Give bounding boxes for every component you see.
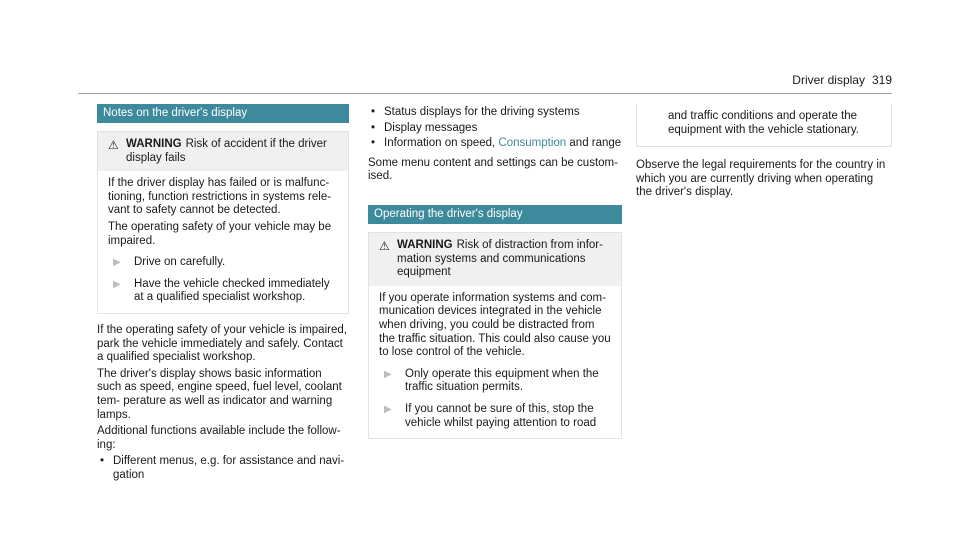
bullet-list (97, 455, 349, 482)
warning-title (126, 138, 340, 165)
column-2 (368, 104, 622, 439)
arrow-right-icon: ▶ (384, 403, 392, 415)
list-item-text: Display messages (384, 121, 478, 134)
warning-body (369, 286, 621, 438)
list-item (368, 137, 622, 151)
bullet-dot: • (371, 137, 376, 150)
warning-triangle-icon: ⚠ (108, 138, 119, 152)
action-step-text: Only operate this equipment when the traffic situation permits. (405, 367, 599, 394)
body-paragraph: If the operating safety of your vehicle is impaired, park the vehicle immediately and safely. Contact a qualified specialist workshop. (97, 323, 347, 364)
warning-header (98, 132, 348, 171)
arrow-right-icon: ▶ (113, 257, 121, 269)
section-title-notes: Notes on the driver's display (97, 104, 349, 123)
arrow-right-icon: ▶ (384, 368, 392, 380)
warning-paragraph: If you operate information systems and com‐ munication devices integrated in the vehicle when driving, you could be distracted from the traffic situation. This could also cause you to lose control of the vehicle. (379, 291, 611, 359)
bullet-dot: • (371, 121, 376, 134)
section-title-operating: Operating the driver's display (368, 205, 622, 224)
bullet-dot: • (371, 106, 376, 118)
list-item-text: Different menus, e.g. for assistance and navi‐ gation (113, 455, 345, 481)
warning-body (637, 104, 891, 146)
column-1 (97, 104, 349, 488)
list-item (368, 106, 622, 120)
list-item (97, 455, 349, 482)
list-item-text-pre: Information on speed, (384, 137, 499, 150)
running-header (792, 74, 892, 88)
consumption-link[interactable]: Consumption (498, 137, 567, 150)
warning-box (368, 232, 622, 439)
body-paragraph: Observe the legal requirements for the country in which you are currently driving when operating the driver's display. (636, 159, 886, 199)
warning-paragraph: If the driver display has failed or is malfunc‐ tioning, function restrictions in systems rele‐ vant to safety cannot be detected. (108, 177, 332, 217)
body-paragraph: Some menu content and settings can be custom‐ ised. (368, 156, 618, 183)
bullet-list (368, 106, 622, 151)
warning-header (369, 233, 621, 286)
action-step (108, 256, 340, 270)
action-step-text: Drive on carefully. (134, 256, 226, 269)
warning-paragraph: The operating safety of your vehicle may be impaired. (108, 220, 332, 247)
action-step-continuation: and traffic conditions and operate the equipment with the vehicle stationary. (668, 110, 859, 136)
warning-keyword: WARNING (126, 138, 182, 150)
body-paragraph: The driver's display shows basic information such as speed, engine speed, fuel level, coolant tem‐ perature as well as indicator and warning lamps. (97, 367, 342, 421)
action-step (379, 403, 613, 430)
running-header-title: Driver display (792, 73, 865, 87)
list-item-text: Status displays for the driving systems (384, 106, 580, 118)
action-step (379, 368, 613, 395)
warning-body (98, 171, 348, 313)
warning-title (397, 239, 613, 280)
warning-title-text: Risk of distraction from infor‐ mation systems and communications equipment (397, 238, 603, 279)
header-rule (78, 93, 892, 94)
warning-keyword: WARNING (397, 238, 453, 251)
warning-box (97, 131, 349, 314)
action-step-text: If you cannot be sure of this, stop the vehicle whilst paying attention to road (405, 402, 597, 429)
body-paragraph: Additional functions available include the follow‐ ing: (97, 425, 341, 451)
warning-box-continued (636, 104, 892, 147)
bullet-dot: • (100, 455, 105, 468)
list-item (368, 122, 622, 136)
column-3 (636, 104, 892, 203)
warning-triangle-icon: ⚠ (379, 238, 390, 253)
warning-title-text: Risk of accident if the driver display fails (126, 138, 327, 164)
arrow-right-icon: ▶ (113, 278, 121, 290)
action-step (108, 278, 340, 305)
action-step-text: Have the vehicle checked immediately at a qualified specialist workshop. (134, 277, 330, 304)
list-item-text-post: and range (566, 137, 622, 150)
page-number: 319 (871, 73, 892, 87)
